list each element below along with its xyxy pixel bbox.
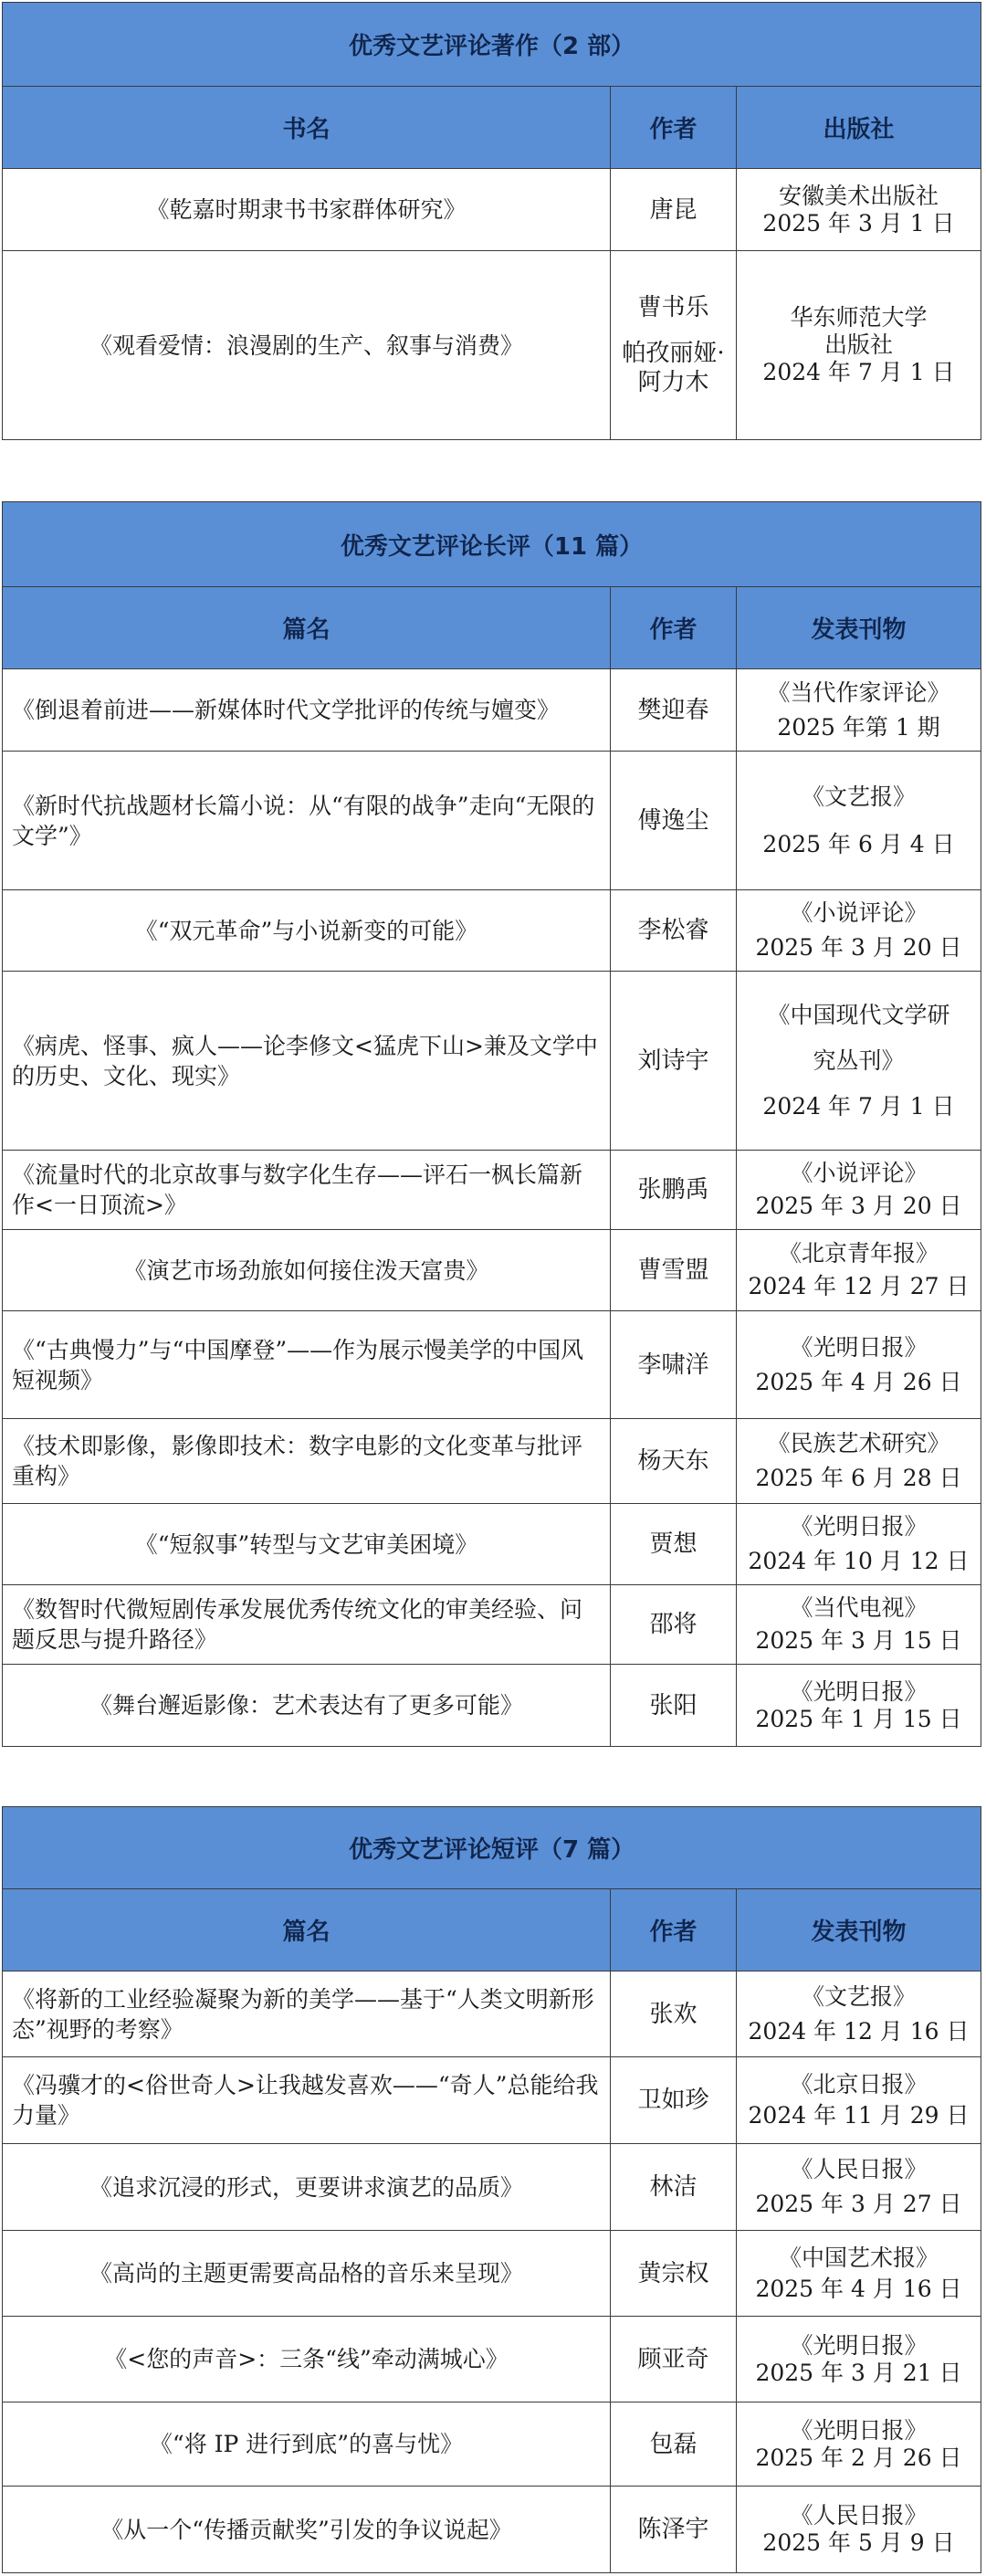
journal-name: 《光明日报》 — [790, 2416, 928, 2444]
publish-date: 2024 年 12 月 16 日 — [748, 2017, 970, 2045]
column-header-journal: 发表刊物 — [737, 1889, 981, 1971]
journal-name: 《文艺报》 — [802, 1982, 917, 2010]
section-title: 优秀文艺评论长评（11 篇） — [3, 502, 981, 587]
work-title: 《演艺市场劲旅如何接住泼天富贵》 — [3, 1230, 611, 1311]
journal-name: 《人民日报》 — [790, 2156, 928, 2182]
publish-date: 2025 年 3 月 1 日 — [762, 209, 955, 237]
table-row — [3, 169, 981, 251]
table-row — [3, 1971, 981, 2057]
publish-date: 2025 年 2 月 26 日 — [755, 2444, 962, 2471]
publish-date: 2025 年 4 月 26 日 — [755, 1368, 962, 1395]
journal-name: 《中国现代文学研 — [767, 1001, 950, 1028]
publisher: 安徽美术出版社 — [779, 182, 939, 209]
author-name: 张阳 — [611, 1665, 737, 1747]
work-title: 《“古典慢力”与“中国摩登”——作为展示慢美学的中国风短视频》 — [3, 1311, 611, 1419]
author-name: 林洁 — [611, 2144, 737, 2231]
table-row — [3, 2057, 981, 2144]
author-name: 刘诗宇 — [611, 972, 737, 1151]
publication-info — [737, 169, 981, 251]
publication-info — [737, 752, 981, 890]
journal-name: 《中国艺术报》 — [779, 2244, 939, 2271]
work-title: 《新时代抗战题材长篇小说：从“有限的战争”走向“无限的文学”》 — [3, 752, 611, 890]
work-title: 《数智时代微短剧传承发展优秀传统文化的审美经验、问题反思与提升路径》 — [3, 1585, 611, 1665]
journal-name: 《民族艺术研究》 — [767, 1430, 950, 1456]
table-row — [3, 669, 981, 752]
column-header-journal: 发表刊物 — [737, 587, 981, 669]
work-title: 《倒退着前进——新媒体时代文学批评的传统与嬗变》 — [3, 669, 611, 752]
books-table — [2, 2, 981, 440]
author-name: 傅逸尘 — [611, 752, 737, 890]
table-row — [3, 1419, 981, 1504]
column-header-title: 篇名 — [3, 1889, 611, 1971]
journal-name: 《北京日报》 — [790, 2071, 928, 2098]
work-title: 《“双元革命”与小说新变的可能》 — [3, 890, 611, 972]
author-name: 黄宗权 — [611, 2231, 737, 2317]
column-header-publisher: 出版社 — [737, 87, 981, 169]
table-row — [3, 251, 981, 440]
publish-date: 2025 年 6 月 4 日 — [762, 830, 955, 857]
column-header-title: 书名 — [3, 87, 611, 169]
author-name: 李啸洋 — [611, 1311, 737, 1419]
short-reviews-table — [2, 1806, 981, 2573]
publication-info — [737, 2144, 981, 2231]
journal-name: 《人民日报》 — [790, 2502, 928, 2529]
journal-name: 《当代电视》 — [790, 1594, 928, 1621]
table-row — [3, 2144, 981, 2231]
table-row — [3, 890, 981, 972]
publish-date: 2025 年 5 月 9 日 — [762, 2529, 955, 2556]
work-title: 《观看爱情：浪漫剧的生产、叙事与消费》 — [3, 251, 611, 440]
table-row — [3, 2231, 981, 2317]
journal-name: 《当代作家评论》 — [767, 678, 950, 706]
journal-name: 《光明日报》 — [790, 2331, 928, 2359]
publication-info — [737, 1971, 981, 2057]
work-title: 《<您的声音>：三条“线”牵动满城心》 — [3, 2317, 611, 2403]
table-row — [3, 2403, 981, 2487]
publication-info — [737, 1665, 981, 1747]
publication-info — [737, 2317, 981, 2403]
table-row — [3, 1311, 981, 1419]
table-row — [3, 1585, 981, 1665]
publication-info — [737, 1230, 981, 1311]
publish-date: 2025 年 1 月 15 日 — [755, 1705, 962, 1732]
column-header-title: 篇名 — [3, 587, 611, 669]
publish-date: 2024 年 11 月 29 日 — [748, 2102, 970, 2129]
publication-info — [737, 890, 981, 972]
publication-info — [737, 1151, 981, 1230]
publish-date: 2024 年 10 月 12 日 — [748, 1548, 970, 1574]
long-reviews-section — [2, 501, 981, 1746]
author-name: 李松睿 — [611, 890, 737, 972]
table-row — [3, 752, 981, 890]
author-name: 曹雪盟 — [611, 1230, 737, 1311]
author-name: 杨天东 — [611, 1419, 737, 1504]
journal-name: 《小说评论》 — [790, 899, 928, 926]
publication-info — [737, 1504, 981, 1585]
work-title: 《高尚的主题更需要高品格的音乐来呈现》 — [3, 2231, 611, 2317]
publish-date: 2025 年 6 月 28 日 — [755, 1465, 962, 1491]
publication-info — [737, 669, 981, 752]
publish-date: 2025 年 3 月 27 日 — [755, 2191, 962, 2217]
author-name: 顾亚奇 — [611, 2317, 737, 2403]
publish-date: 2024 年 7 月 1 日 — [762, 1092, 955, 1120]
publish-date: 2025 年 3 月 15 日 — [755, 1627, 962, 1654]
publisher: 出版社 — [824, 331, 894, 358]
publication-info — [737, 1311, 981, 1419]
column-header-author: 作者 — [611, 87, 737, 169]
publish-date: 2024 年 12 月 27 日 — [748, 1273, 970, 1299]
author-2: 帕孜丽娅·阿力木 — [622, 340, 725, 396]
work-title: 《病虎、怪事、疯人——论李修文<猛虎下山>兼及文学中的历史、文化、现实》 — [3, 972, 611, 1151]
publish-date: 2025 年 4 月 16 日 — [755, 2275, 962, 2302]
author-name: 贾想 — [611, 1504, 737, 1585]
work-title: 《技术即影像，影像即技术：数字电影的文化变革与批评重构》 — [3, 1419, 611, 1504]
work-title: 《“短叙事”转型与文艺审美困境》 — [3, 1504, 611, 1585]
author-name: 陈泽宇 — [611, 2487, 737, 2573]
work-title: 《从一个“传播贡献奖”引发的争议说起》 — [3, 2487, 611, 2573]
publish-date: 2024 年 7 月 1 日 — [762, 359, 955, 385]
author-name: 张欢 — [611, 1971, 737, 2057]
work-title: 《舞台邂逅影像：艺术表达有了更多可能》 — [3, 1665, 611, 1747]
work-title: 《流量时代的北京故事与数字化生存——评石一枫长篇新作<一日顶流>》 — [3, 1151, 611, 1230]
author-name: 樊迎春 — [611, 669, 737, 752]
publication-info — [737, 251, 981, 440]
books-section — [2, 2, 981, 439]
publish-date: 2025 年第 1 期 — [777, 713, 940, 741]
author-1: 曹书乐 — [637, 294, 709, 321]
short-reviews-section — [2, 1806, 981, 2572]
journal-name: 《文艺报》 — [802, 783, 917, 810]
publisher: 华东师范大学 — [790, 304, 928, 331]
work-title: 《乾嘉时期隶书书家群体研究》 — [3, 169, 611, 251]
publication-info — [737, 1419, 981, 1504]
journal-name: 《光明日报》 — [790, 1333, 928, 1361]
work-title: 《将新的工业经验凝聚为新的美学——基于“人类文明新形态”视野的考察》 — [3, 1971, 611, 2057]
author-name: 张鹏禹 — [611, 1151, 737, 1230]
section-title: 优秀文艺评论短评（7 篇） — [3, 1807, 981, 1889]
long-reviews-table — [2, 501, 981, 1747]
work-title: 《冯骥才的<俗世奇人>让我越发喜欢——“奇人”总能给我力量》 — [3, 2057, 611, 2144]
table-row — [3, 1665, 981, 1747]
publication-info — [737, 2403, 981, 2487]
table-row — [3, 2487, 981, 2573]
section-title: 优秀文艺评论著作（2 部） — [3, 3, 981, 87]
author-name: 唐昆 — [611, 169, 737, 251]
publish-date: 2025 年 3 月 20 日 — [755, 1193, 962, 1219]
publication-info — [737, 2487, 981, 2573]
author-name: 卫如珍 — [611, 2057, 737, 2144]
table-row — [3, 1504, 981, 1585]
publication-info — [737, 2057, 981, 2144]
table-row — [3, 1151, 981, 1230]
publish-date: 2025 年 3 月 21 日 — [755, 2359, 962, 2386]
work-title: 《“将 IP 进行到底”的喜与忧》 — [3, 2403, 611, 2487]
publish-date: 2025 年 3 月 20 日 — [755, 934, 962, 961]
table-row — [3, 2317, 981, 2403]
work-title: 《追求沉浸的形式，更要讲求演艺的品质》 — [3, 2144, 611, 2231]
journal-name: 究丛刊》 — [813, 1046, 905, 1074]
table-row — [3, 1230, 981, 1311]
table-row — [3, 972, 981, 1151]
publication-info — [737, 2231, 981, 2317]
journal-name: 《小说评论》 — [790, 1160, 928, 1186]
author-name: 包磊 — [611, 2403, 737, 2487]
journal-name: 《光明日报》 — [790, 1513, 928, 1540]
publication-info — [737, 972, 981, 1151]
author-name — [611, 251, 737, 440]
column-header-author: 作者 — [611, 1889, 737, 1971]
publication-info — [737, 1585, 981, 1665]
author-name: 邵将 — [611, 1585, 737, 1665]
journal-name: 《光明日报》 — [790, 1677, 928, 1705]
journal-name: 《北京青年报》 — [779, 1240, 939, 1267]
column-header-author: 作者 — [611, 587, 737, 669]
